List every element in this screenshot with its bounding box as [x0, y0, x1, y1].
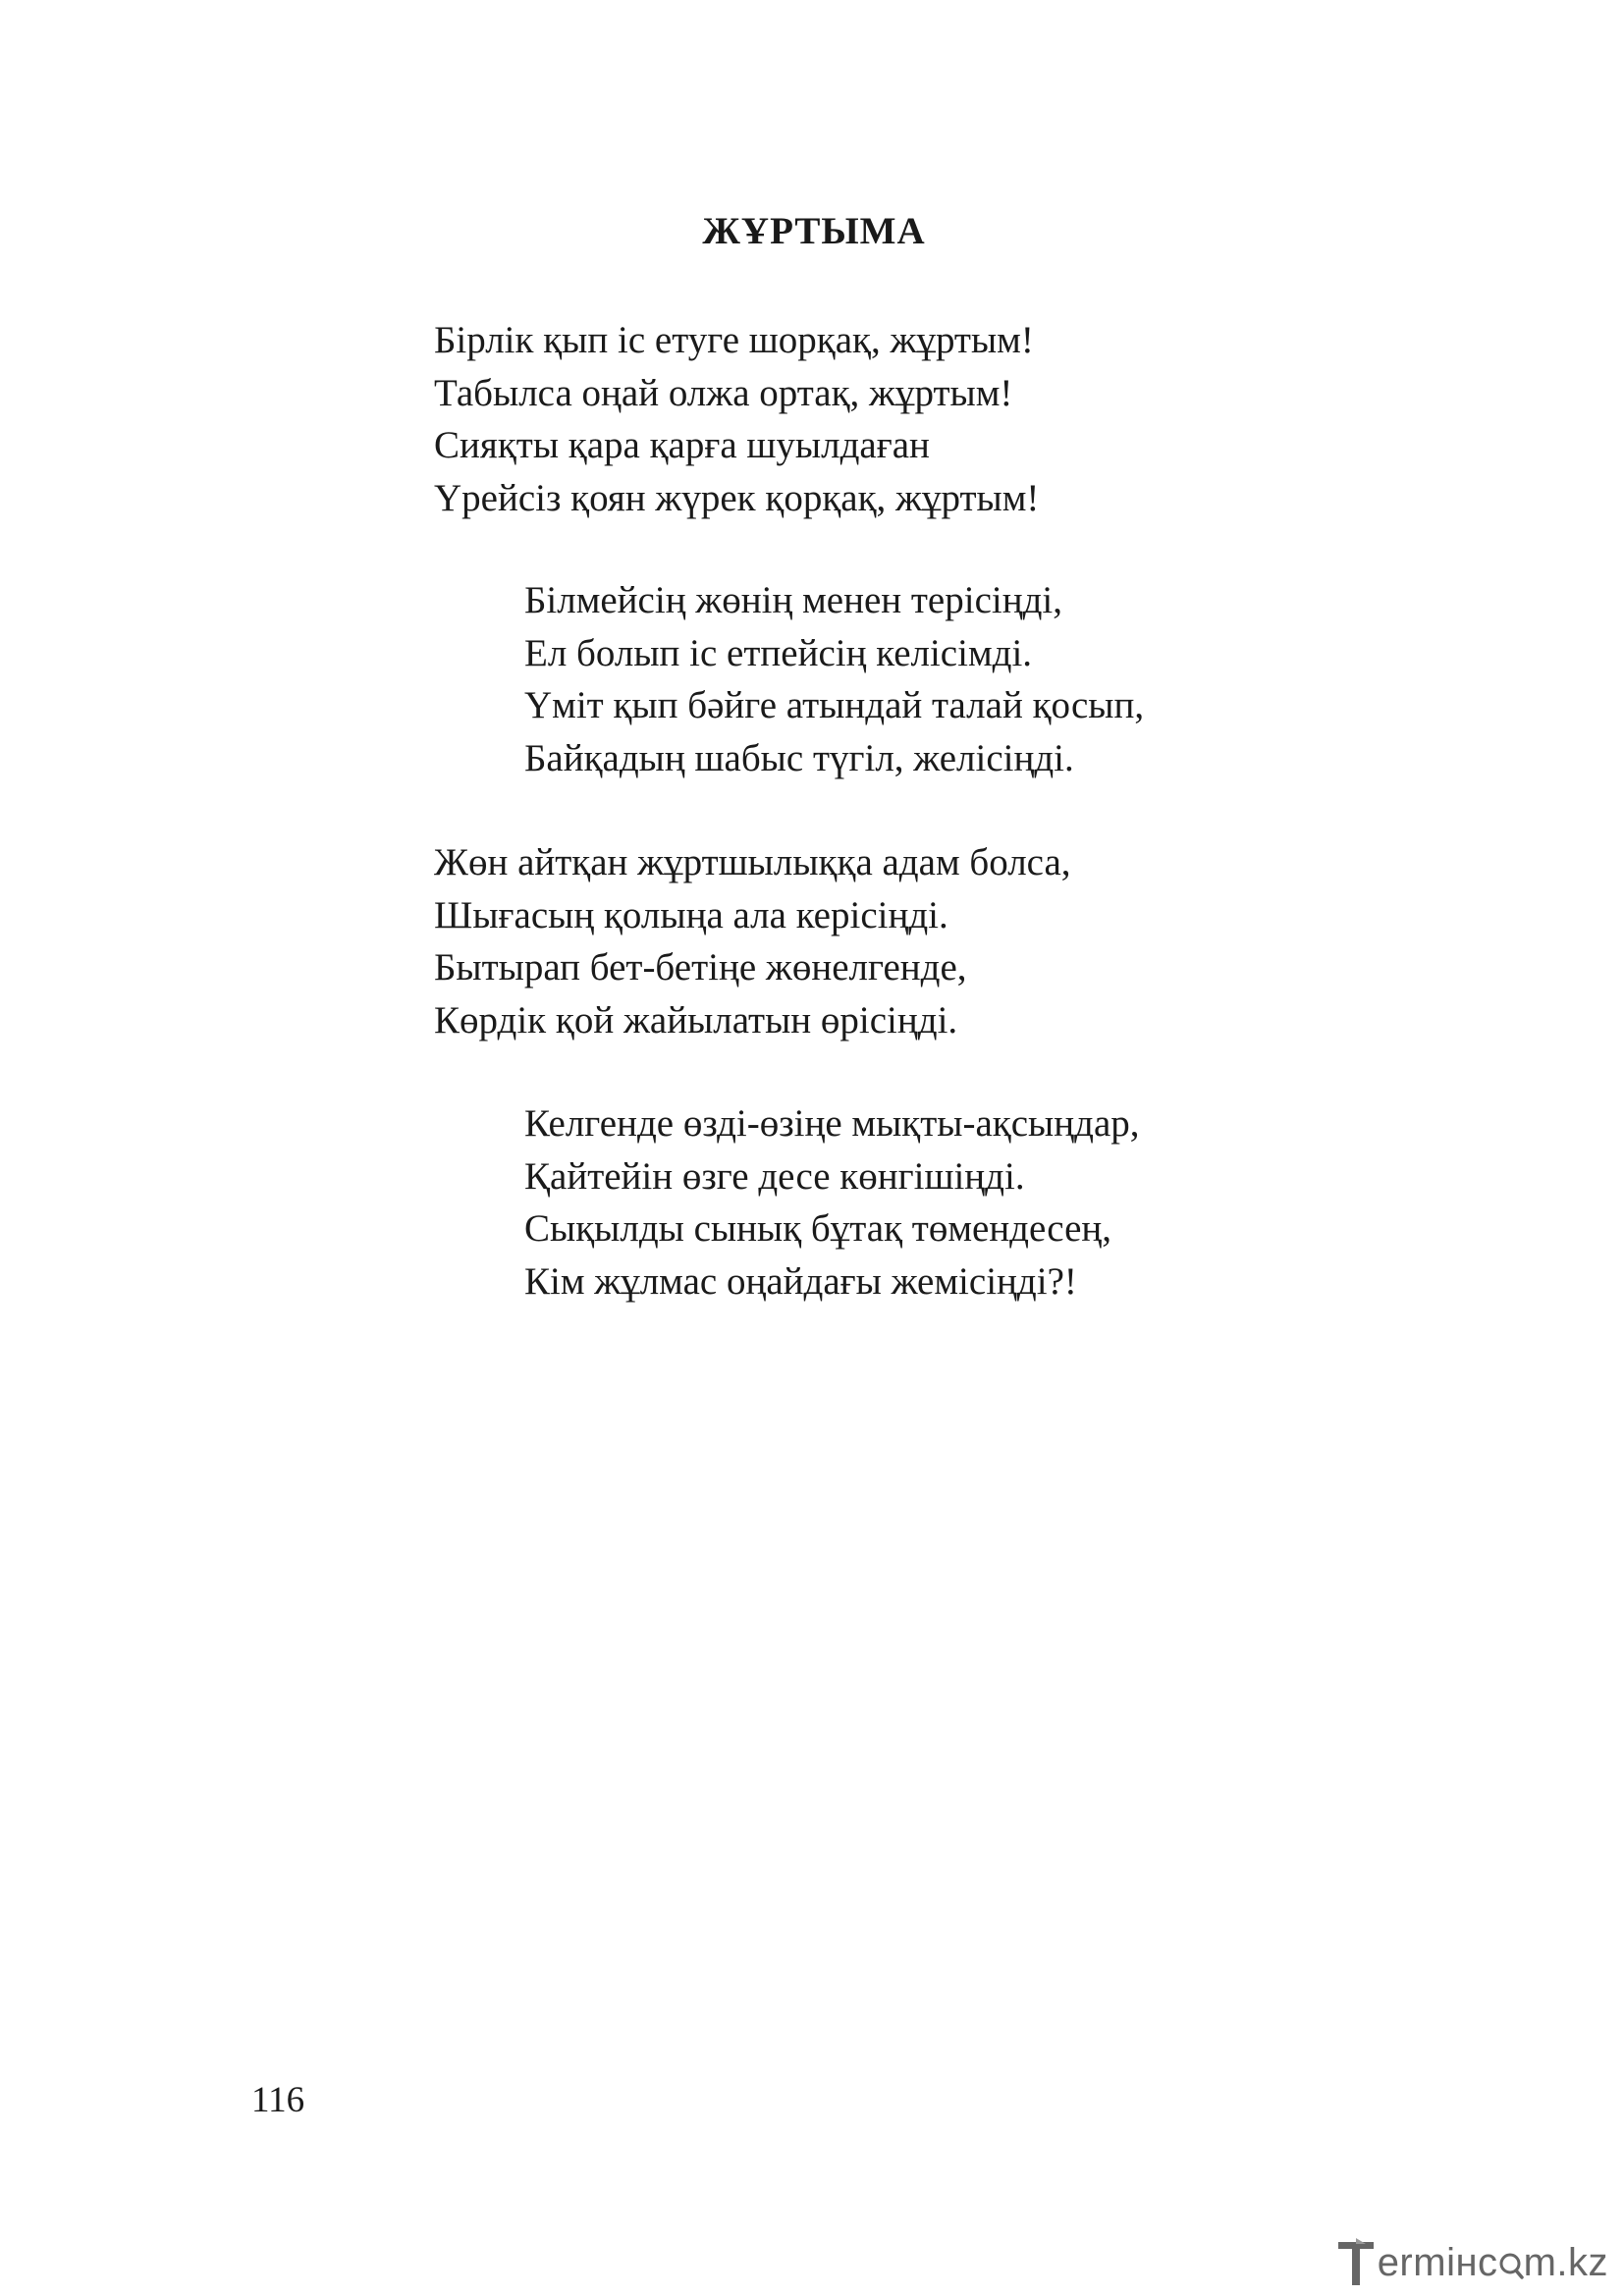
verse-line: Үрейсіз қоян жүрек қорқақ, жұртым! — [434, 476, 1040, 519]
watermark-text-start: ermінс — [1377, 2241, 1498, 2284]
poem-title: ЖҰРТЫМА — [702, 210, 926, 252]
stanza-2 — [524, 574, 1144, 784]
verse-line: Бірлік қып іс етуге шорқақ, жұртым! — [434, 319, 1034, 361]
watermark-text-end: m.kz — [1523, 2241, 1608, 2284]
stanza-1 — [434, 314, 1039, 524]
verse-line: Сияқты қара қарға шуылдаған — [434, 424, 930, 466]
site-watermark — [1336, 2226, 1608, 2287]
verse-line: Жөн айтқан жұртшылыққа адам болса, — [434, 841, 1071, 883]
verse-line: Бытырап бет-бетіңе жөнелгенде, — [434, 946, 967, 988]
verse-line: Кім жұлмас оңайдағы жемісіңді?! — [524, 1259, 1077, 1303]
verse-line: Ел болып іс етпейсің келісімді. — [524, 631, 1033, 674]
verse-line: Байқадың шабыс түгіл, желісіңді. — [524, 736, 1074, 779]
verse-line: Келгенде өзді-өзіңе мықты-ақсыңдар, — [524, 1102, 1140, 1145]
search-magnifier-icon — [1498, 2246, 1524, 2279]
page-number: 116 — [251, 2080, 305, 2120]
verse-line: Шығасың қолыңа ала керісіңді. — [434, 893, 948, 936]
stanza-4 — [524, 1097, 1140, 1308]
verse-line: Табылса оңай олжа ортақ, жұртым! — [434, 371, 1013, 414]
stanza-3 — [434, 836, 1071, 1046]
verse-line: Қайтейін өзге десе көнгішіңді. — [524, 1154, 1025, 1198]
verse-line: Білмейсің жөнің менен терісіңді, — [524, 579, 1063, 621]
verse-line: Көрдік қой жайылатын өрісіңді. — [434, 998, 958, 1041]
verse-line: Үміт қып бәйге атындай талай қосып, — [524, 684, 1145, 726]
t-logo-icon — [1336, 2236, 1376, 2287]
verse-line: Сықылды сынық бұтақ төмендесең, — [524, 1207, 1112, 1250]
